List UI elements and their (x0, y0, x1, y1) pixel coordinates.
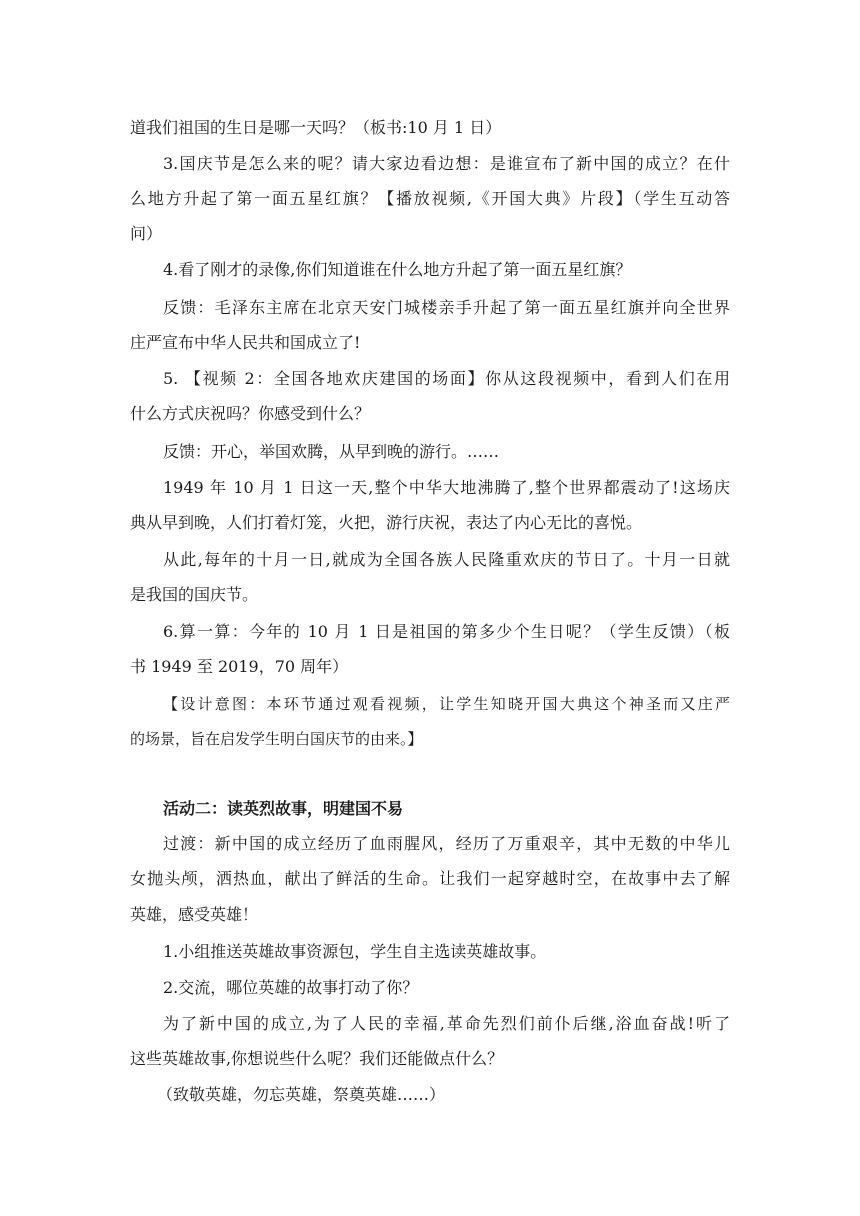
text-line: 6.算一算：今年的 10 月 1 日是祖国的第多少个生日呢？（学生反馈）（板 (163, 622, 730, 641)
text-line: 5. 【视频 2：全国各地欢庆建国的场面】你从这段视频中，看到人们在用 (163, 369, 730, 388)
text-line: 1949 年 10 月 1 日这一天,整个中华大地沸腾了,整个世界都震动了!这场庆 (163, 478, 730, 497)
text-line: 过渡：新中国的成立经历了血雨腥风，经历了万重艰辛，其中无数的中华儿 (163, 834, 730, 853)
text-line: 典从早到晚，人们打着灯笼，火把，游行庆祝，表达了内心无比的喜悦。 (130, 513, 643, 532)
section-heading: 活动二：读英烈故事，明建国不易 (163, 799, 404, 818)
text-line: 问） (130, 224, 163, 243)
text-line: 从此,每年的十月一日,就成为全国各族人民隆重欢庆的节日了。十月一日就 (163, 550, 730, 569)
text-line: 为了新中国的成立,为了人民的幸福,革命先烈们前仆后继,浴血奋战!听了 (163, 1014, 730, 1033)
text-line: 女抛头颅，洒热血，献出了鲜活的生命。让我们一起穿越时空，在故事中去了解 (130, 869, 730, 888)
text-line: 这些英雄故事,你想说些什么呢？我们还能做点什么？ (130, 1049, 504, 1068)
text-line: 书 1949 至 2019，70 周年） (130, 657, 349, 676)
text-line: 么地方升起了第一面五星红旗？【播放视频,《开国大典》片段】（学生互动答 (130, 189, 730, 208)
text-line: 3.国庆节是怎么来的呢？请大家边看边想：是谁宣布了新中国的成立？在什 (163, 154, 730, 173)
text-line: 4.看了刚才的录像,你们知道谁在什么地方升起了第一面五星红旗？ (163, 260, 632, 279)
text-line: 什么方式庆祝吗？你感受到什么？ (130, 404, 371, 423)
text-line: 反馈：开心，举国欢腾，从早到晚的游行。…… (163, 442, 500, 461)
text-line: 反馈：毛泽东主席在北京天安门城楼亲手升起了第一面五星红旗并向全世界 (163, 298, 730, 317)
text-line: （致敬英雄，勿忘英雄，祭奠英雄……） (157, 1085, 446, 1104)
design-intent-line: 的场景，旨在启发学生明白国庆节的由来。】 (130, 730, 423, 748)
text-line: 道我们祖国的生日是哪一天吗？（板书:10 月 1 日） (130, 118, 502, 137)
text-line: 2.交流，哪位英雄的故事打动了你？ (163, 978, 419, 997)
text-line: 英雄，感受英雄！ (130, 905, 259, 924)
text-line: 庄严宣布中华人民共和国成立了! (130, 333, 361, 352)
design-intent-line: 【设计意图：本环节通过观看视频，让学生知晓开国大典这个神圣而又庄严 (163, 695, 730, 713)
text-line: 1.小组推送英雄故事资源包，学生自主选读英雄故事。 (163, 942, 547, 961)
text-line: 是我国的国庆节。 (130, 585, 259, 604)
